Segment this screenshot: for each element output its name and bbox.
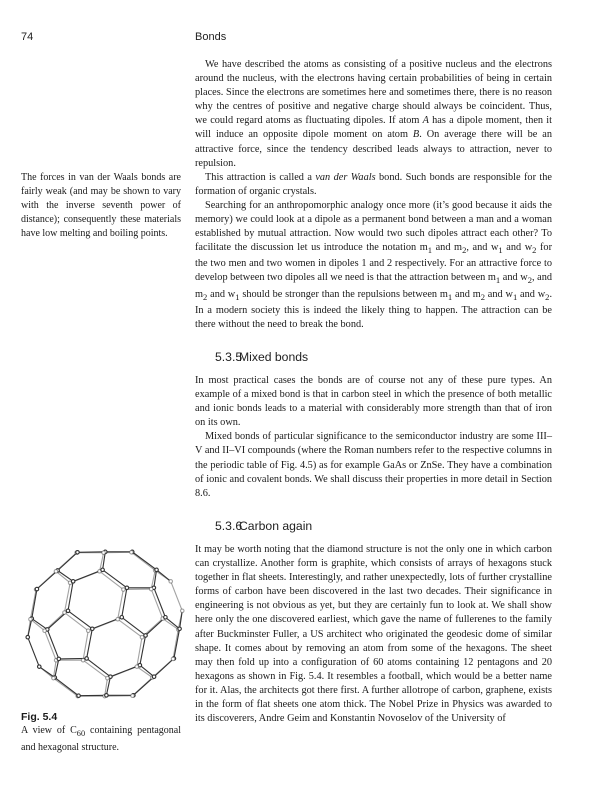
atom-node [66, 609, 70, 613]
atom-node [38, 665, 42, 669]
atom-node [149, 587, 153, 591]
bond-line [132, 552, 156, 570]
main-text [195, 58, 552, 726]
atom-node [102, 551, 106, 555]
bond-line [151, 589, 163, 618]
paragraph: Mixed bonds of particular significance to the semiconductor industry are some III–V and II–VI compounds (where the Roman numbers refer to the respective columns in the periodic table of Fig. 4.5) as for example GaAs or ZnSe. They have a combination of ionic and covalent bonds. We shall discuss their properties in more detail in Section 8.6. [195, 431, 552, 499]
bond-line [171, 581, 183, 610]
bond-line [58, 552, 78, 570]
bond-line [131, 552, 155, 570]
bond-line [68, 581, 73, 610]
atom-node [130, 551, 134, 555]
bond-line [154, 658, 174, 676]
atom-node [180, 609, 184, 613]
bond-line [32, 619, 48, 630]
figure-caption [21, 710, 181, 755]
bond-line [30, 619, 44, 631]
bond-line [36, 571, 56, 589]
atom-node [26, 635, 30, 639]
bond-line [133, 678, 153, 696]
bond-line [163, 619, 179, 630]
bond-line [55, 678, 79, 696]
atom-node [35, 587, 39, 591]
atom-node [125, 586, 129, 590]
atom-node [76, 551, 80, 555]
bond-line [137, 637, 142, 666]
atom-node [131, 694, 135, 698]
atom-node [91, 627, 95, 631]
paragraph: We have described the atoms as consisting of a positive nucleus and the electrons around the nucleus, with the electrons having certain probabilities of being in certain places. Since the electrons are sometimes here and sometimes there, there is no reason why the centres of positive and negative charge should always be coincident. Thus, we could regard atoms as fluctuating dipoles. If atom A has a dipole moment, then it will induce an opposite dipole moment on atom B. On average there will be an attractive force, since the tendency described leads always to attraction, never to repulsion. [195, 59, 552, 169]
atom-node [29, 617, 33, 621]
paragraph: Searching for an anthropomorphic analogy once more (it’s good because it aids the memory) we could look at a dipole as a permanent bond between a man and a woman established by mutual attraction. Now would two such dipoles attract each other? To facilitate the discussion let us introduce the notation $m_1$ and $m_2$, and $w_1$ and $w_2$ for the two men and two women in dipoles 1 and 2 respectively. For an attractive force to develop between two dipoles all we need is that the attraction between $m_1$ and $w_2$, and $m_2$ and $w_1$ should be stronger than the repulsions between $m_1$ and $m_2$ and $w_1$ and $w_2$. In a modern society this is indeed the likely thing to happen. The attraction can be there without the need to break the bond. [195, 199, 553, 330]
bond-line [64, 583, 70, 613]
margin-note: The forces in van der Waals bonds are fairly weak (and may be shown to vary with the inverse seventh power of distance); consequently these materials have low melting and boiling points. [21, 172, 181, 240]
bond-line [32, 589, 37, 618]
atom-node [106, 676, 110, 680]
buckyball-structure [26, 550, 184, 698]
atom-node [63, 611, 67, 615]
atom-node [43, 629, 47, 633]
bond-line [87, 658, 111, 676]
page-number: 74 [21, 31, 34, 43]
bond-line [140, 635, 146, 665]
bond-line [122, 617, 146, 635]
bond-line [45, 631, 57, 660]
bond-line [174, 629, 180, 659]
bond-line [30, 590, 36, 620]
atom-node [116, 617, 120, 621]
atom-node [140, 635, 144, 639]
atom-node [71, 580, 75, 584]
bond-line [173, 629, 178, 658]
bond-line [100, 571, 124, 589]
section-heading-5-3-6: 5.3.6Carbon again [215, 518, 313, 533]
atom-node [155, 568, 159, 572]
bond-line [118, 619, 142, 637]
atom-node [178, 627, 182, 631]
term-van-der-waals: van der Waals [315, 171, 376, 183]
bond-line [154, 588, 166, 617]
bond-line [64, 613, 88, 631]
bond-line [68, 611, 92, 629]
atom-node [57, 657, 61, 661]
atom-node [85, 657, 89, 661]
paragraph: It may be worth noting that the diamond structure is not the only one in which carbon can crystallize. Another form is graphite, which consists of arrays of hexagons stuck together in flat sheets. Interestingly, and rather unexpectedly, lots of further crystalline forms of carbon have been discovered in the last two decades. Their significance in engineering is not obvious as yet, but they are certainly fun to look at. We shall show here only the one discovered earliest, which gave the name of fullerenes to the family after Buckminster Fuller, a US architect who originated the geodesic dome of similar shape. It comes about by removing an atom from some of the hexagons. The sheet may then fold up into a configuration of 60 atoms containing 12 pentagons and 20 hexagons as shown in Fig. 5.4. It resembles a football, which would be a better name for it. Alas, the architects got there first. A further allotrope of carbon, graphene, exists in the form of flat sheets one atom thick. The Nobel Prize in Physics was awarded to its discoverers, Andre Geim and Konstantin Novoselov of the University of [195, 543, 552, 725]
figure-label: Fig. 5.4 [21, 711, 58, 723]
atom-node [77, 694, 81, 698]
atom-node [101, 568, 105, 572]
atom-node [122, 588, 126, 592]
atom-node [105, 694, 109, 698]
bond-line [58, 570, 74, 581]
bond-line [28, 637, 40, 666]
bond-line [140, 665, 154, 677]
atom-node [54, 570, 58, 574]
section-heading-5-3-5: 5.3.5Mixed bonds [215, 349, 309, 364]
paragraph: In most practical cases the bonds are of course not any of these pure types. An example of a mixed bond is that in carbon steel in which the presence of both metallic and ionic bonds leads to a material with considerably more strength than that of iron on its own. [195, 375, 552, 429]
bond-line [47, 629, 59, 658]
atom-node [135, 665, 139, 669]
buckyball-figure [21, 540, 189, 708]
atom-node [169, 580, 173, 584]
bond-line [39, 667, 53, 679]
atom-node [144, 634, 148, 638]
bond-line [83, 660, 107, 678]
atom-node [86, 629, 90, 633]
bond-line [165, 617, 179, 629]
paragraph: This attraction is called a van der Waals bond. Such bonds are responsible for the formation of organic crystals. [195, 171, 552, 197]
bond-line [157, 570, 171, 582]
atom-node [52, 676, 56, 680]
atom-node [120, 615, 124, 619]
bond-line [103, 570, 127, 588]
caption-text: A view of $C_{60}$ containing pentagonal and hexagonal structure. [21, 725, 181, 754]
bond-line [53, 678, 77, 696]
bond-line [137, 667, 153, 678]
atom-node [152, 675, 156, 679]
atom-node [81, 658, 85, 662]
running-header: Bonds [195, 31, 227, 43]
bond-line [56, 571, 70, 583]
atom-node [171, 657, 175, 661]
atom-node [164, 615, 168, 619]
